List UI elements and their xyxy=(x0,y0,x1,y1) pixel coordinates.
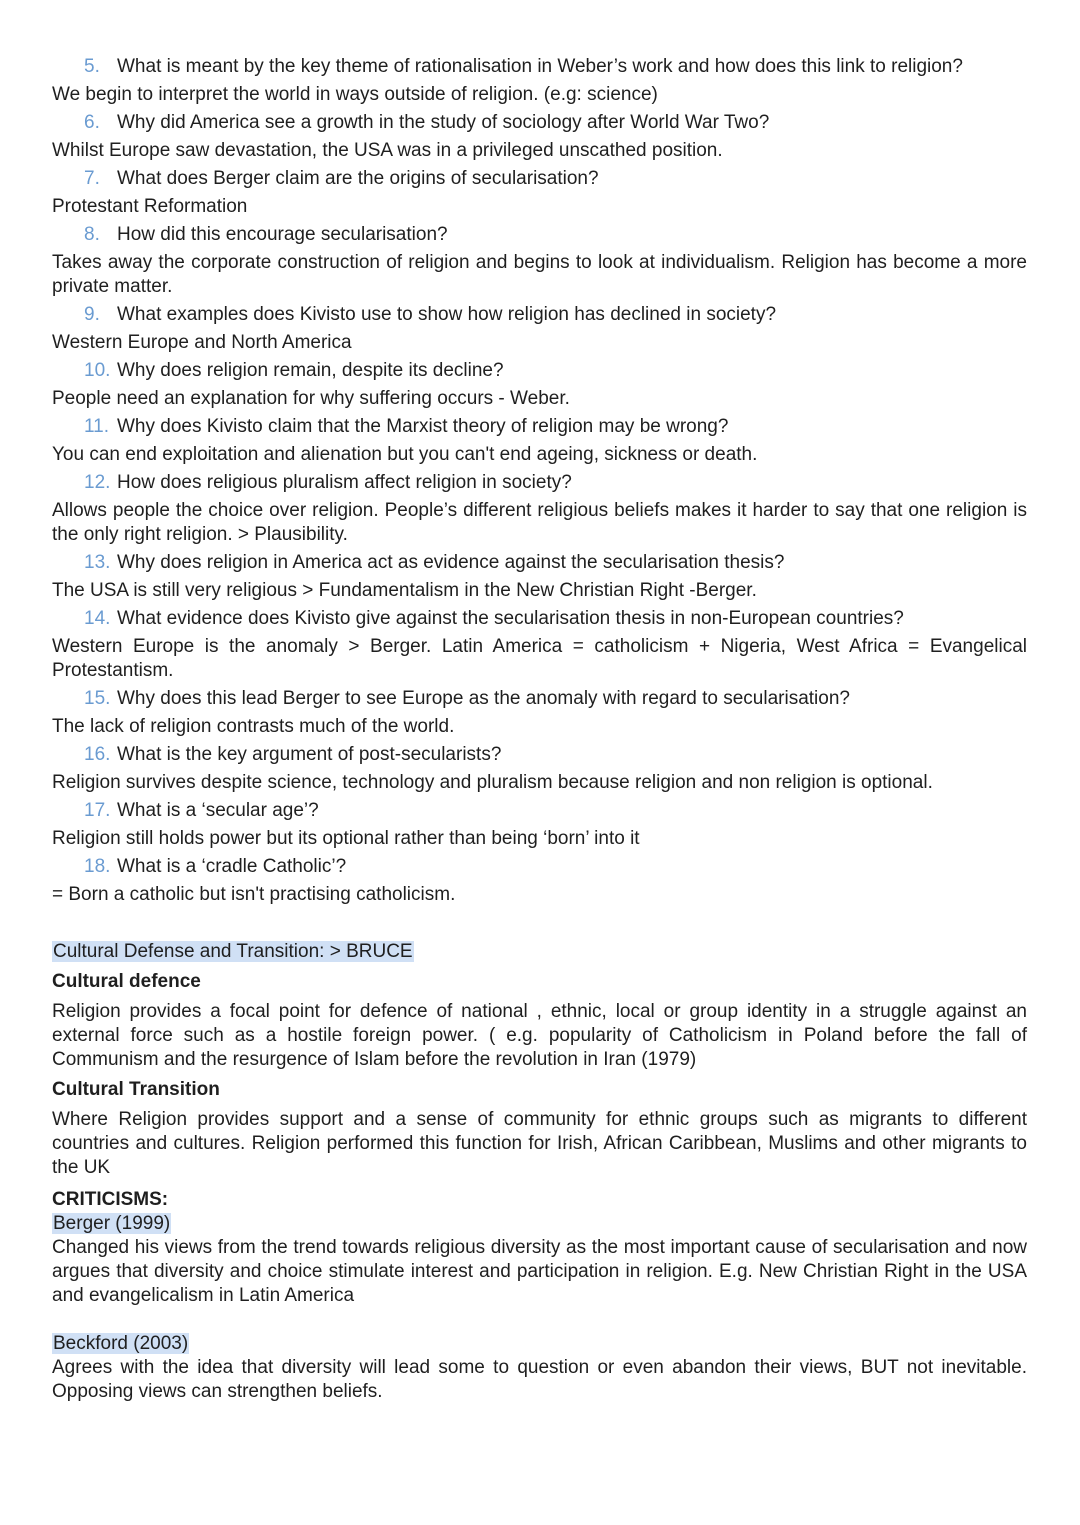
answer-10: People need an explanation for why suffering occurs - Weber. xyxy=(52,388,570,409)
question-text: How does religious pluralism affect religion in society? xyxy=(117,472,572,493)
question-text: How did this encourage secularisation? xyxy=(117,224,448,245)
beckford-text: Agrees with the idea that diversity will lead some to question or even abandon their views, BUT not inevitable. Opposing views can strengthen beliefs. xyxy=(52,1357,1027,1402)
question-9 xyxy=(52,303,1027,327)
answer-13: The USA is still very religious > Fundamentalism in the New Christian Right -Berger. xyxy=(52,580,757,601)
answer-7: Protestant Reformation xyxy=(52,196,248,217)
question-list xyxy=(52,55,1027,907)
question-14 xyxy=(52,607,1027,631)
beckford-heading xyxy=(52,1332,1027,1356)
berger-text: Changed his views from the trend towards religious diversity as the most important cause of secularisation and now argues that diversity and choice stimulate interest and participation in religion. E.g. New Christian Right in the USA and evangelicalism in Latin America xyxy=(52,1237,1027,1306)
berger-heading-highlight: Berger (1999) xyxy=(53,1213,171,1234)
answer-5: We begin to interpret the world in ways outside of religion. (e.g: science) xyxy=(52,84,658,105)
answer-17: Religion still holds power but its optional rather than being ‘born’ into it xyxy=(52,828,640,849)
answer-16: Religion survives despite science, technology and pluralism because religion and non religion is optional. xyxy=(52,772,933,793)
question-16 xyxy=(52,743,1027,767)
cultural-transition-heading: Cultural Transition xyxy=(52,1079,220,1100)
question-number: 18. xyxy=(84,856,111,877)
question-number: 5. xyxy=(84,56,100,77)
question-number: 13. xyxy=(84,552,111,573)
question-6 xyxy=(52,111,1027,135)
question-text: What evidence does Kivisto give against the secularisation thesis in non-European countries? xyxy=(117,608,904,629)
answer-18: = Born a catholic but isn't practising catholicism. xyxy=(52,884,456,905)
answer-15: The lack of religion contrasts much of the world. xyxy=(52,716,455,737)
question-number: 16. xyxy=(84,744,111,765)
criticisms-heading: CRITICISMS: xyxy=(52,1189,169,1210)
question-5 xyxy=(52,55,1027,79)
answer-6: Whilst Europe saw devastation, the USA was in a privileged unscathed position. xyxy=(52,140,723,161)
spacer xyxy=(52,1308,1027,1332)
question-8 xyxy=(52,223,1027,247)
question-18 xyxy=(52,855,1027,879)
question-text: What is meant by the key theme of rationalisation in Weber’s work and how does this link to religion? xyxy=(117,56,963,77)
question-text: Why does this lead Berger to see Europe as the anomaly with regard to secularisation? xyxy=(117,688,850,709)
question-15 xyxy=(52,687,1027,711)
question-number: 8. xyxy=(84,224,100,245)
question-text: Why does religion remain, despite its decline? xyxy=(117,360,504,381)
beckford-heading-highlight: Beckford (2003) xyxy=(53,1333,189,1354)
question-7 xyxy=(52,167,1027,191)
question-number: 14. xyxy=(84,608,111,629)
question-10 xyxy=(52,359,1027,383)
answer-14: Western Europe is the anomaly > Berger. Latin America = catholicism + Nigeria, West Africa = Evangelical Protestantism. xyxy=(52,636,1027,681)
question-text: Why did America see a growth in the study of sociology after World War Two? xyxy=(117,112,770,133)
question-number: 10. xyxy=(84,360,111,381)
question-number: 6. xyxy=(84,112,100,133)
answer-11: You can end exploitation and alienation but you can't end ageing, sickness or death. xyxy=(52,444,758,465)
question-number: 9. xyxy=(84,304,100,325)
question-number: 15. xyxy=(84,688,111,709)
question-number: 7. xyxy=(84,168,100,189)
answer-9: Western Europe and North America xyxy=(52,332,352,353)
section-title-highlight: Cultural Defense and Transition: > BRUCE xyxy=(53,941,413,962)
cultural-defence-heading: Cultural defence xyxy=(52,971,201,992)
question-12 xyxy=(52,471,1027,495)
cultural-defence-text: Religion provides a focal point for defence of national , ethnic, local or group identity in a struggle against an external force such as a hostile foreign power. ( e.g. popularity of Catholicism in Poland before the fall of Communism and the resurgence of Islam before the revolution in Iran (1979) xyxy=(52,1001,1027,1070)
answer-12: Allows people the choice over religion. People’s different religious beliefs makes it harder to say that one religion is the only right religion. > Plausibility. xyxy=(52,500,1027,545)
question-text: What is a ‘cradle Catholic’? xyxy=(117,856,347,877)
question-text: Why does Kivisto claim that the Marxist theory of religion may be wrong? xyxy=(117,416,729,437)
question-text: Why does religion in America act as evidence against the secularisation thesis? xyxy=(117,552,785,573)
question-13 xyxy=(52,551,1027,575)
answer-8: Takes away the corporate construction of religion and begins to look at individualism. Religion has become a more private matter. xyxy=(52,252,1027,297)
question-17 xyxy=(52,799,1027,823)
question-text: What does Berger claim are the origins of secularisation? xyxy=(117,168,599,189)
question-11 xyxy=(52,415,1027,439)
question-text: What is the key argument of post-secularists? xyxy=(117,744,502,765)
question-text: What examples does Kivisto use to show how religion has declined in society? xyxy=(117,304,777,325)
question-number: 12. xyxy=(84,472,111,493)
section-title xyxy=(52,940,1027,964)
question-number: 11. xyxy=(84,416,110,437)
question-text: What is a ‘secular age’? xyxy=(117,800,319,821)
question-number: 17. xyxy=(84,800,111,821)
cultural-transition-text: Where Religion provides support and a sense of community for ethnic groups such as migrants to different countries and cultures. Religion performed this function for Irish, African Caribbean, Muslims and other migrants to the UK xyxy=(52,1109,1027,1178)
berger-heading xyxy=(52,1212,1027,1236)
